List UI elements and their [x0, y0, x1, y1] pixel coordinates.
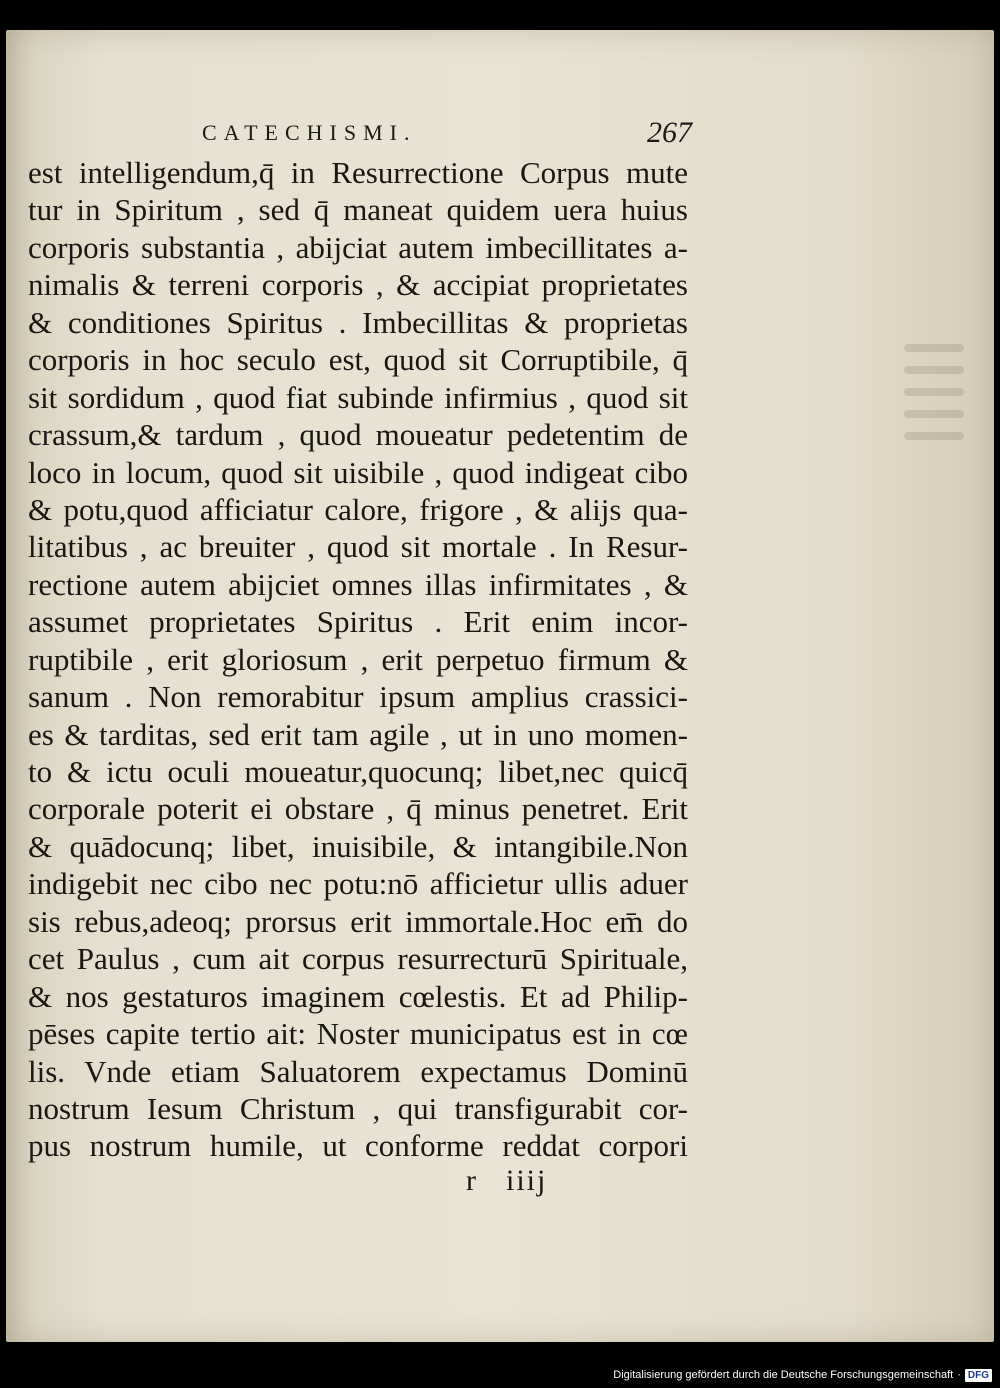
signature-letter: r: [466, 1164, 478, 1197]
page-number: 267: [647, 116, 692, 149]
text-line: est intelligendum,q̄ in Resurrectione Corpus mute: [28, 155, 688, 190]
text-line: rectione autem abijciet omnes illas infirmitates , &: [28, 566, 688, 602]
text-line: nostrum Iesum Christum , qui transfigurabit cor-: [28, 1090, 688, 1126]
text-line: & conditiones Spiritus . Imbecillitas & proprietas: [28, 304, 688, 340]
text-line: & potu,quod afficiatur calore, frigore , & alijs qua-: [28, 491, 688, 527]
text-line: cet Paulus , cum ait corpus resurrecturū Spirituale,: [28, 941, 688, 977]
dfg-logo-icon: DFG: [965, 1369, 992, 1382]
text-line: tur in Spiritum , sed q̄ maneat quidem uera huius: [28, 192, 688, 228]
text-line: indigebit nec cibo nec potu:nō afficietur ullis aduer: [28, 866, 688, 902]
text-line: sis rebus,adeoq; prorsus erit immortale.Hoc em̄ do: [28, 903, 688, 939]
text-line: crassum,& tardum , quod moueatur pedetentim de: [28, 417, 688, 453]
text-line: corporale poterit ei obstare , q̄ minus penetret. Erit: [28, 791, 688, 827]
text-line: pus nostrum humile, ut conforme reddat corpori: [28, 1128, 688, 1164]
text-line: loco in locum, quod sit uisibile , quod indigeat cibo: [28, 454, 688, 490]
text-line: to & ictu oculi moueatur,quocunq; libet,nec quicq̄: [28, 754, 688, 789]
text-line: & nos gestaturos imaginem cœlestis. Et ad Philip-: [28, 978, 688, 1014]
signature-numeral: iiij: [506, 1164, 548, 1197]
text-line: ruptibile , erit gloriosum , erit perpetuo firmum &: [28, 641, 688, 677]
text-line: & quādocunq; libet, inuisibile, & intangibile.Non: [28, 828, 688, 864]
book-page: [6, 30, 994, 1342]
text-line: litatibus , ac breuiter , quod sit mortale . In Resur-: [28, 529, 688, 565]
text-line: es & tarditas, sed erit tam agile , ut in uno momen-: [28, 716, 688, 752]
text-line: corporis substantia , abijciat autem imbecillitates a-: [28, 229, 688, 265]
text-line: corporis in hoc seculo est, quod sit Corruptibile, q̄: [28, 342, 688, 378]
text-line: assumet proprietates Spiritus . Erit enim incor-: [28, 604, 688, 640]
funding-text: Digitalisierung gefördert durch die Deutsche Forschungsgemeinschaft: [613, 1369, 954, 1381]
bleed-through-shadow: [904, 330, 964, 510]
funding-footer: Digitalisierung gefördert durch die Deutsche Forschungsgemeinschaft · DFG: [613, 1366, 992, 1384]
running-title: CATECHISMI.: [202, 120, 417, 145]
body-text: [28, 154, 688, 1165]
text-line: sit sordidum , quod fiat subinde infirmius , quod sit: [28, 379, 688, 415]
text-line: pēses capite tertio ait: Noster municipatus est in cœ: [28, 1016, 688, 1052]
text-line: sanum . Non remorabitur ipsum amplius crassici-: [28, 679, 688, 715]
signature-mark: [466, 1164, 547, 1198]
text-line: lis. Vnde etiam Saluatorem expectamus Dominū: [28, 1053, 688, 1089]
running-head: [202, 118, 692, 154]
text-line: nimalis & terreni corporis , & accipiat proprietates: [28, 267, 688, 303]
